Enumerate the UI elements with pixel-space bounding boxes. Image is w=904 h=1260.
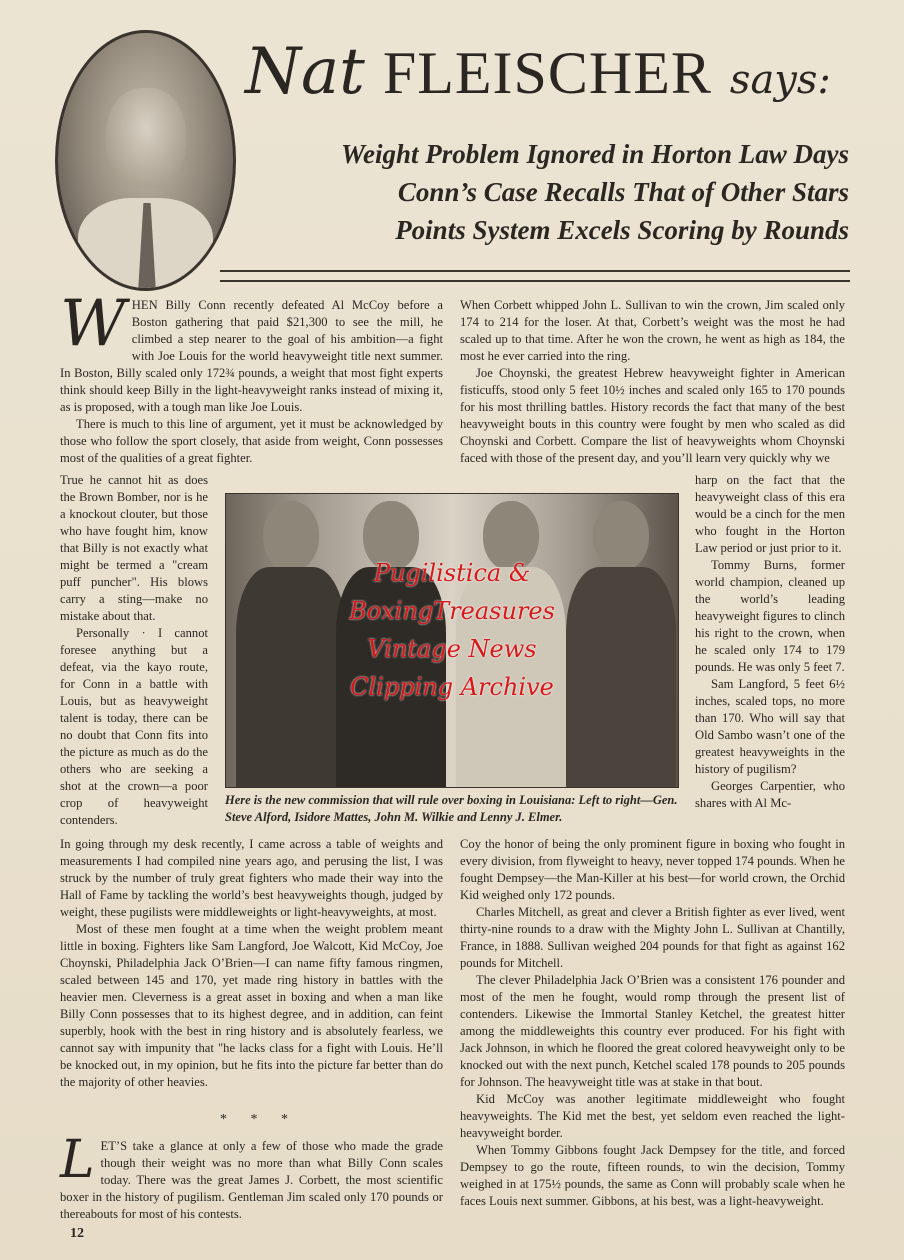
paragraph-r9: The clever Philadelphia Jack O’Brien was a consistent 176 pounder and most of the men he fought, would romp through the present list of contenders. Likewise the Immortal Stanley Ketchel, the greatest hitter among the middleweights this country ever produced. For his fight with Jack Johnson, in which he floored the great colored heavyweight only to be knocked out with the next punch, Ketchel scaled 178 pounds to 205 pounds for Johnson. The heavyweight title was at stake in that bout. [460,973,845,1089]
paragraph-r6: Georges Carpentier, who shares with Al Mc- [695,779,845,810]
subhead-2: Conn’s Case Recalls That of Other Stars [397,177,849,207]
paragraph-r4: Tommy Burns, former world champion, cleaned up the world’s leading heavyweight figures to clinch his right to the crown, when he scaled only 174 to 179 pounds. He was only 5 feet 7. [695,558,845,674]
paragraph-4: Personally · I cannot foresee anything but a defeat, via the kayo route, for Conn in a battle with Louis, but as heavyweight talent is today, there can be no doubt that Conn fits into the picture as much as do the others who are seeking a shot at the crown—a poor crop of heavyweight contenders. [60,626,208,827]
author-portrait [55,30,236,291]
title-main: FLEISCHER [382,40,712,106]
paragraph-r1: When Corbett whipped John L. Sullivan to win the crown, Jim scaled only 174 to 214 for the loser. At that, Corbett’s weight was the most he had scaled up to that time. After he won the crown, he went as high as 184, the most he ever carried into the ring. [460,298,845,363]
subheadlines [341,135,849,249]
paragraph-5: In going through my desk recently, I came across a table of weights and measurements I had compiled nine years ago, and perusing the list, I was struck by the number of truly great fighters who made their way into the Hall of Fame by tackling the world’s best heavyweights though, judged by weight, these pugilists were middleweights or light-heavyweights, at most. [60,837,443,919]
photo-caption: Here is the new commission that will rule over boxing in Louisiana: Left to right—Gen. Steve Alford, Isidore Mattes, John M. Wilkie and Lenny J. Elmer. [225,793,678,824]
watermark-line-2: BoxingTreasures [349,597,555,625]
dropcap-w: W [60,287,126,361]
column-title [245,35,865,115]
header-divider [220,270,850,282]
paragraph-3: True he cannot hit as does the Brown Bomber, nor is he a knockout clouter, but those who have fought him, know that Billy is not exactly what might be termed a "cream puff puncher". His blows carry a sting—make no mistake about that. [60,473,208,623]
paragraph-r10: Kid McCoy was another legitimate middleweight who fought heavyweights. The Kid met the best, yet seldom even reached the light-heavyweight border. [460,1092,845,1140]
left-column-bottom [60,836,443,1091]
title-script: Nat [245,35,365,109]
section-break: * * * [220,1112,298,1127]
paragraph-7: LET’S take a glance at only a few of those who made the grade though their weight was no more than what Billy Conn scales today. There was the great James J. Corbett, the most scientific boxer in the history of pugilism. Gentleman Jim scaled only 170 pounds or thereabouts for most of his contests. [60,1130,443,1221]
left-narrow-column [60,472,208,829]
page-number: 12 [70,1226,84,1241]
dropcap-l: L [60,1130,95,1190]
paragraph-r8: Charles Mitchell, as great and clever a British fighter as ever lived, went thirty-nine rounds to a draw with the Mighty John L. Sullivan at Chantilly, France, in 1888. Sullivan weighed 204 pounds for that fight as against 162 pounds for Mitchell. [460,905,845,970]
paragraph-r2: Joe Choynski, the greatest Hebrew heavyweight fighter in American fisticuffs, stood only 5 feet 10½ inches and scaled only 165 to 170 pounds for his most thrilling battles. History records the fact that many of the best heavyweight bouts in this country were fought by men who scaled as did Choynski and Corbett. Compare the list of heavyweights whom Choynski faced with those of the present day, and you’ll learn very quickly why we [460,366,845,465]
subhead-1: Weight Problem Ignored in Horton Law Days [340,139,849,169]
portrait-face [106,88,186,188]
paragraph-r3: harp on the fact that the heavyweight class of this era would be a cinch for the men who fought in the Horton Law period or just prior to it. [695,473,845,555]
left-column-top [60,287,443,467]
watermark-line-1: Pugilistica & [373,559,531,587]
paragraph-r5: Sam Langford, 5 feet 6½ inches, scaled tops, no more than 170. Who will say that Old Sambo wasn’t one of the greatest heavyweights in the history of pugilism? [695,677,845,776]
paragraph-r7: Coy the honor of being the only prominent figure in boxing who fought in every division, from flyweight to heavy, never topped 174 pounds. When he fought Dempsey—the Man-Killer at his best—for world crown, the Orchid Kid weighed only 172 pounds. [460,837,845,902]
paragraph-r11: When Tommy Gibbons fought Jack Dempsey for the title, and forced Dempsey to go the route, fifteen rounds, to win the decision, Tommy weighed in at 175½ pounds, the same as Conn will probably scale when he faces Louis next summer. Gibbons, at his best, was a light-heavyweight. [460,1143,845,1208]
watermark-line-4: Clipping Archive [350,673,554,701]
commission-photo [225,493,679,788]
paragraph-6: Most of these men fought at a time when the weight problem meant little in boxing. Fighters like Sam Langford, Joe Walcott, Kid McCoy, Joe Choynski, Philadelphia Jack O’Brien—I can name fifty famous ringmen, scaled between 145 and 170, yet made ring history in battles with the heavier men. Cleverness is a great asset in boxing and when a man like Billy Conn possesses that to its highest degree, and in addition, can feint superbly, hook with the best in ring history and is absolutely fearless, we cannot say with impunity that "he lacks class for a fight with Louis. He’ll be knocked out, in my opinion, but he fits into the picture far better than do the majority of other heavies. [60,922,443,1089]
right-column-bottom [460,836,845,1210]
right-column-top [460,297,845,467]
watermark-line-3: Vintage News [367,635,537,663]
paragraph-2: There is much to this line of argument, yet it must be acknowledged by those who follow the sport closely, that aside from weight, Conn possesses most of the qualities of a great fighter. [60,417,443,465]
left-column-final [60,1130,443,1223]
title-says: says: [729,57,831,103]
subhead-3: Points System Excels Scoring by Rounds [395,215,849,245]
lead-paragraph: WHEN Billy Conn recently defeated Al McCoy before a Boston gathering that paid $21,300 to see the mill, he climbed a step nearer to the goal of his ambition—a fight with Joe Louis for the world heavyweight title next summer. In Boston, Billy scaled only 172¾ pounds, a weight that most fight experts think should keep Billy in the light-heavyweight ranks instead of mixing it, as is proposed, with a tough man like Joe Louis. [60,287,443,414]
right-narrow-column [695,472,845,812]
